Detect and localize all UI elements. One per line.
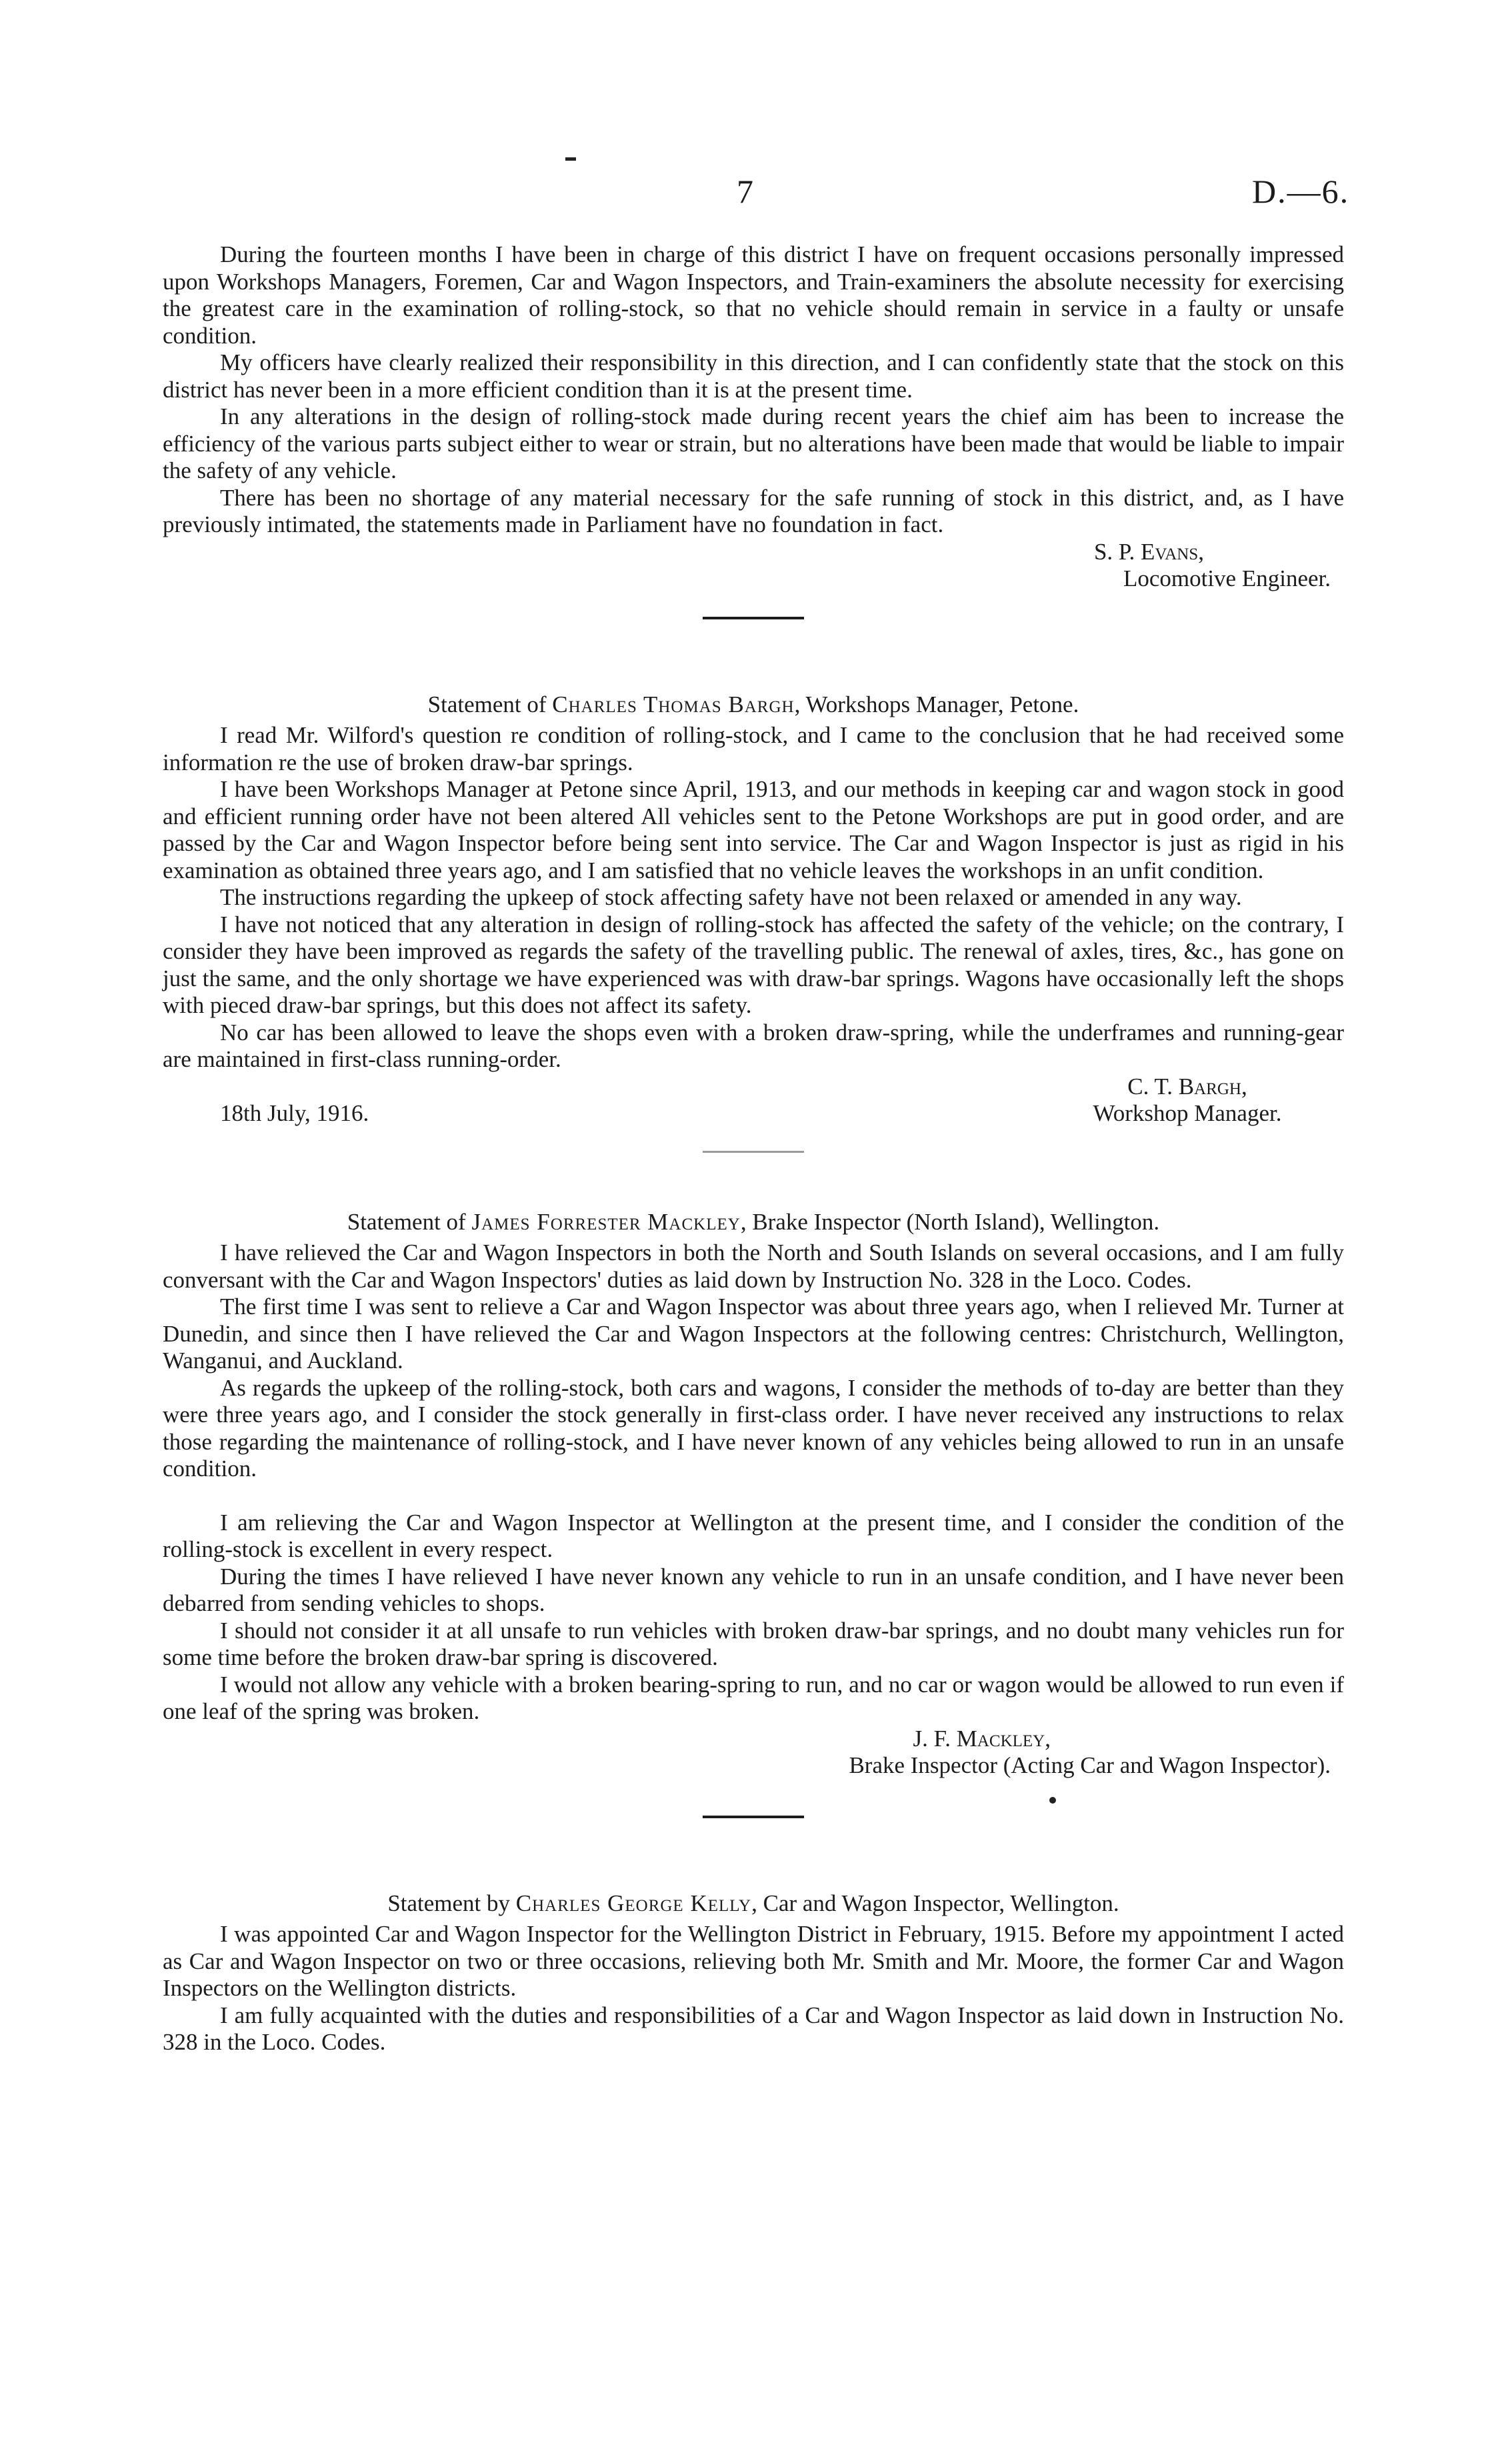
signature-block — [163, 539, 1344, 566]
page-number: 7 — [737, 173, 753, 210]
bargh-statement — [163, 691, 1344, 1128]
evans-statement — [163, 241, 1344, 593]
paragraph: No car has been allowed to leave the shops even with a broken draw-spring, while the underframes and running-gear are maintained in first-class running-order. — [163, 1019, 1344, 1072]
signature-name: J. F. Mackley, — [913, 1725, 1051, 1752]
mackley-statement — [163, 1209, 1344, 1780]
signature-title: Brake Inspector (Acting Car and Wagon Inspector). — [849, 1752, 1331, 1778]
kelly-statement — [163, 1890, 1344, 2056]
heading-name: James Forrester Mackley — [471, 1208, 741, 1235]
paragraph: There has been no shortage of any material necessary for the safe running of stock in this district, and, as I have previously intimated, the statements made in Parliament have no foundation in fact. — [163, 484, 1344, 537]
heading-name: Charles Thomas Bargh — [552, 691, 795, 717]
heading-prefix: Statement of — [347, 1208, 472, 1235]
date-signature-row — [163, 1073, 1344, 1128]
paragraph: During the times I have relieved I have never known any vehicle to run in an unsafe condition, and I have never been debarred from sending vehicles to shops. — [163, 1563, 1344, 1616]
section-heading — [163, 1209, 1344, 1236]
section-heading — [163, 691, 1344, 719]
paragraph-gap — [163, 1483, 1344, 1510]
heading-suffix: , Car and Wagon Inspector, Wellington. — [751, 1890, 1119, 1916]
signature-title-block — [163, 1752, 1344, 1780]
statement-date: 18th July, 1916. — [220, 1099, 369, 1126]
document-body — [163, 241, 1344, 2056]
section-divider — [703, 1816, 804, 1818]
paragraph: I am relieving the Car and Wagon Inspector at Wellington at the present time, and I consider the condition of the rolling-stock is excellent in every respect. — [163, 1509, 1344, 1562]
paragraph: I should not consider it at all unsafe to run vehicles with broken draw-bar springs, and no doubt many vehicles run for some time before the broken draw-bar spring is discovered. — [163, 1617, 1344, 1670]
paragraph: During the fourteen months I have been in charge of this district I have on frequent occasions personally impressed upon Workshops Managers, Foremen, Car and Wagon Inspectors, and Train-examiners the absolute necessity for exercising the greatest care in the examination of rolling-stock, so that no vehicle should remain in service in a faulty or unsafe condition. — [163, 241, 1344, 349]
signature-title: Locomotive Engineer. — [1123, 565, 1331, 591]
paragraph: In any alterations in the design of rolling-stock made during recent years the chief aim has been to increase the efficiency of the various parts subject either to wear or strain, but no alterations have been made that would be liable to impair the safety of any vehicle. — [163, 403, 1344, 483]
signature-name: S. P. Evans, — [1093, 538, 1204, 565]
heading-prefix: Statement of — [427, 691, 553, 717]
signature-title: Workshop Manager. — [1093, 1099, 1282, 1126]
heading-suffix: , Workshops Manager, Petone. — [794, 691, 1079, 717]
heading-suffix: , Brake Inspector (North Island), Wellington. — [740, 1208, 1160, 1235]
paragraph: I am fully acquainted with the duties and responsibilities of a Car and Wagon Inspector as laid down in Instruction No. 328 in the Loco. Codes. — [163, 2002, 1344, 2055]
paragraph: I was appointed Car and Wagon Inspector for the Wellington District in February, 1915. Before my appointment I acted as Car and Wagon Inspector on two or three occasions, relieving both Mr. Smith and Mr. Moore, the former Car and Wagon Inspectors on the Wellington districts. — [163, 1921, 1344, 2001]
bullet-dot — [1049, 1797, 1056, 1804]
section-divider — [703, 1151, 804, 1153]
signature-name: C. T. Bargh, — [1127, 1073, 1247, 1099]
document-reference: D.—6. — [1252, 173, 1350, 210]
paragraph: My officers have clearly realized their responsibility in this direction, and I can confidently state that the stock on this district has never been in a more efficient condition than it is at the present time. — [163, 349, 1344, 403]
heading-prefix: Statement by — [387, 1890, 516, 1916]
paragraph: The instructions regarding the upkeep of stock affecting safety have not been relaxed or amended in any way. — [220, 884, 1242, 910]
paragraph: I read Mr. Wilford's question re condition of rolling-stock, and I came to the conclusion that he had received some information re the use of broken draw-bar springs. — [163, 722, 1344, 775]
paragraph: As regards the upkeep of the rolling-stock, both cars and wagons, I consider the methods of to-day are better than they were three years ago, and I consider the stock generally in first-class order. I have never received any instructions to relax those regarding the maintenance of rolling-stock, and I have never known of any vehicles being allowed to run in an unsafe condition. — [163, 1374, 1344, 1482]
section-heading — [163, 1890, 1344, 1918]
paragraph: I have relieved the Car and Wagon Inspectors in both the North and South Islands on several occasions, and I am fully conversant with the Car and Wagon Inspectors' duties as laid down by Instruction No. 328 in the Loco. Codes. — [163, 1240, 1344, 1293]
dash-mark — [565, 157, 576, 161]
section-divider — [703, 617, 804, 619]
signature-block — [163, 1726, 1344, 1753]
signature-title-block — [163, 565, 1344, 593]
paragraph: I have been Workshops Manager at Petone since April, 1913, and our methods in keeping car and wagon stock in good and efficient running order have not been altered All vehicles sent to the Petone Workshops are put in good order, and are passed by the Car and Wagon Inspector before being sent into service. The Car and Wagon Inspector is just as rigid in his examination as obtained three years ago, and I am satisfied that no vehicle leaves the workshops in an unfit condition. — [163, 776, 1344, 883]
heading-name: Charles George Kelly — [515, 1890, 752, 1916]
paragraph: I would not allow any vehicle with a broken bearing-spring to run, and no car or wagon would be allowed to run even if one leaf of the spring was broken. — [163, 1671, 1344, 1724]
paragraph: The first time I was sent to relieve a Car and Wagon Inspector was about three years ago, when I relieved Mr. Turner at Dunedin, and since then I have relieved the Car and Wagon Inspectors at the following centres: Christchurch, Wellington, Wanganui, and Auckland. — [163, 1294, 1344, 1374]
paragraph: I have not noticed that any alteration in design of rolling-stock has affected the safety of the vehicle; on the contrary, I consider they have been improved as regards the safety of the travelling public. The renewal of axles, tires, &c., has gone on just the same, and the only shortage we have experienced was with draw-bar springs. Wagons have occasionally left the shops with pieced draw-bar springs, but this does not affect its safety. — [163, 911, 1344, 1018]
